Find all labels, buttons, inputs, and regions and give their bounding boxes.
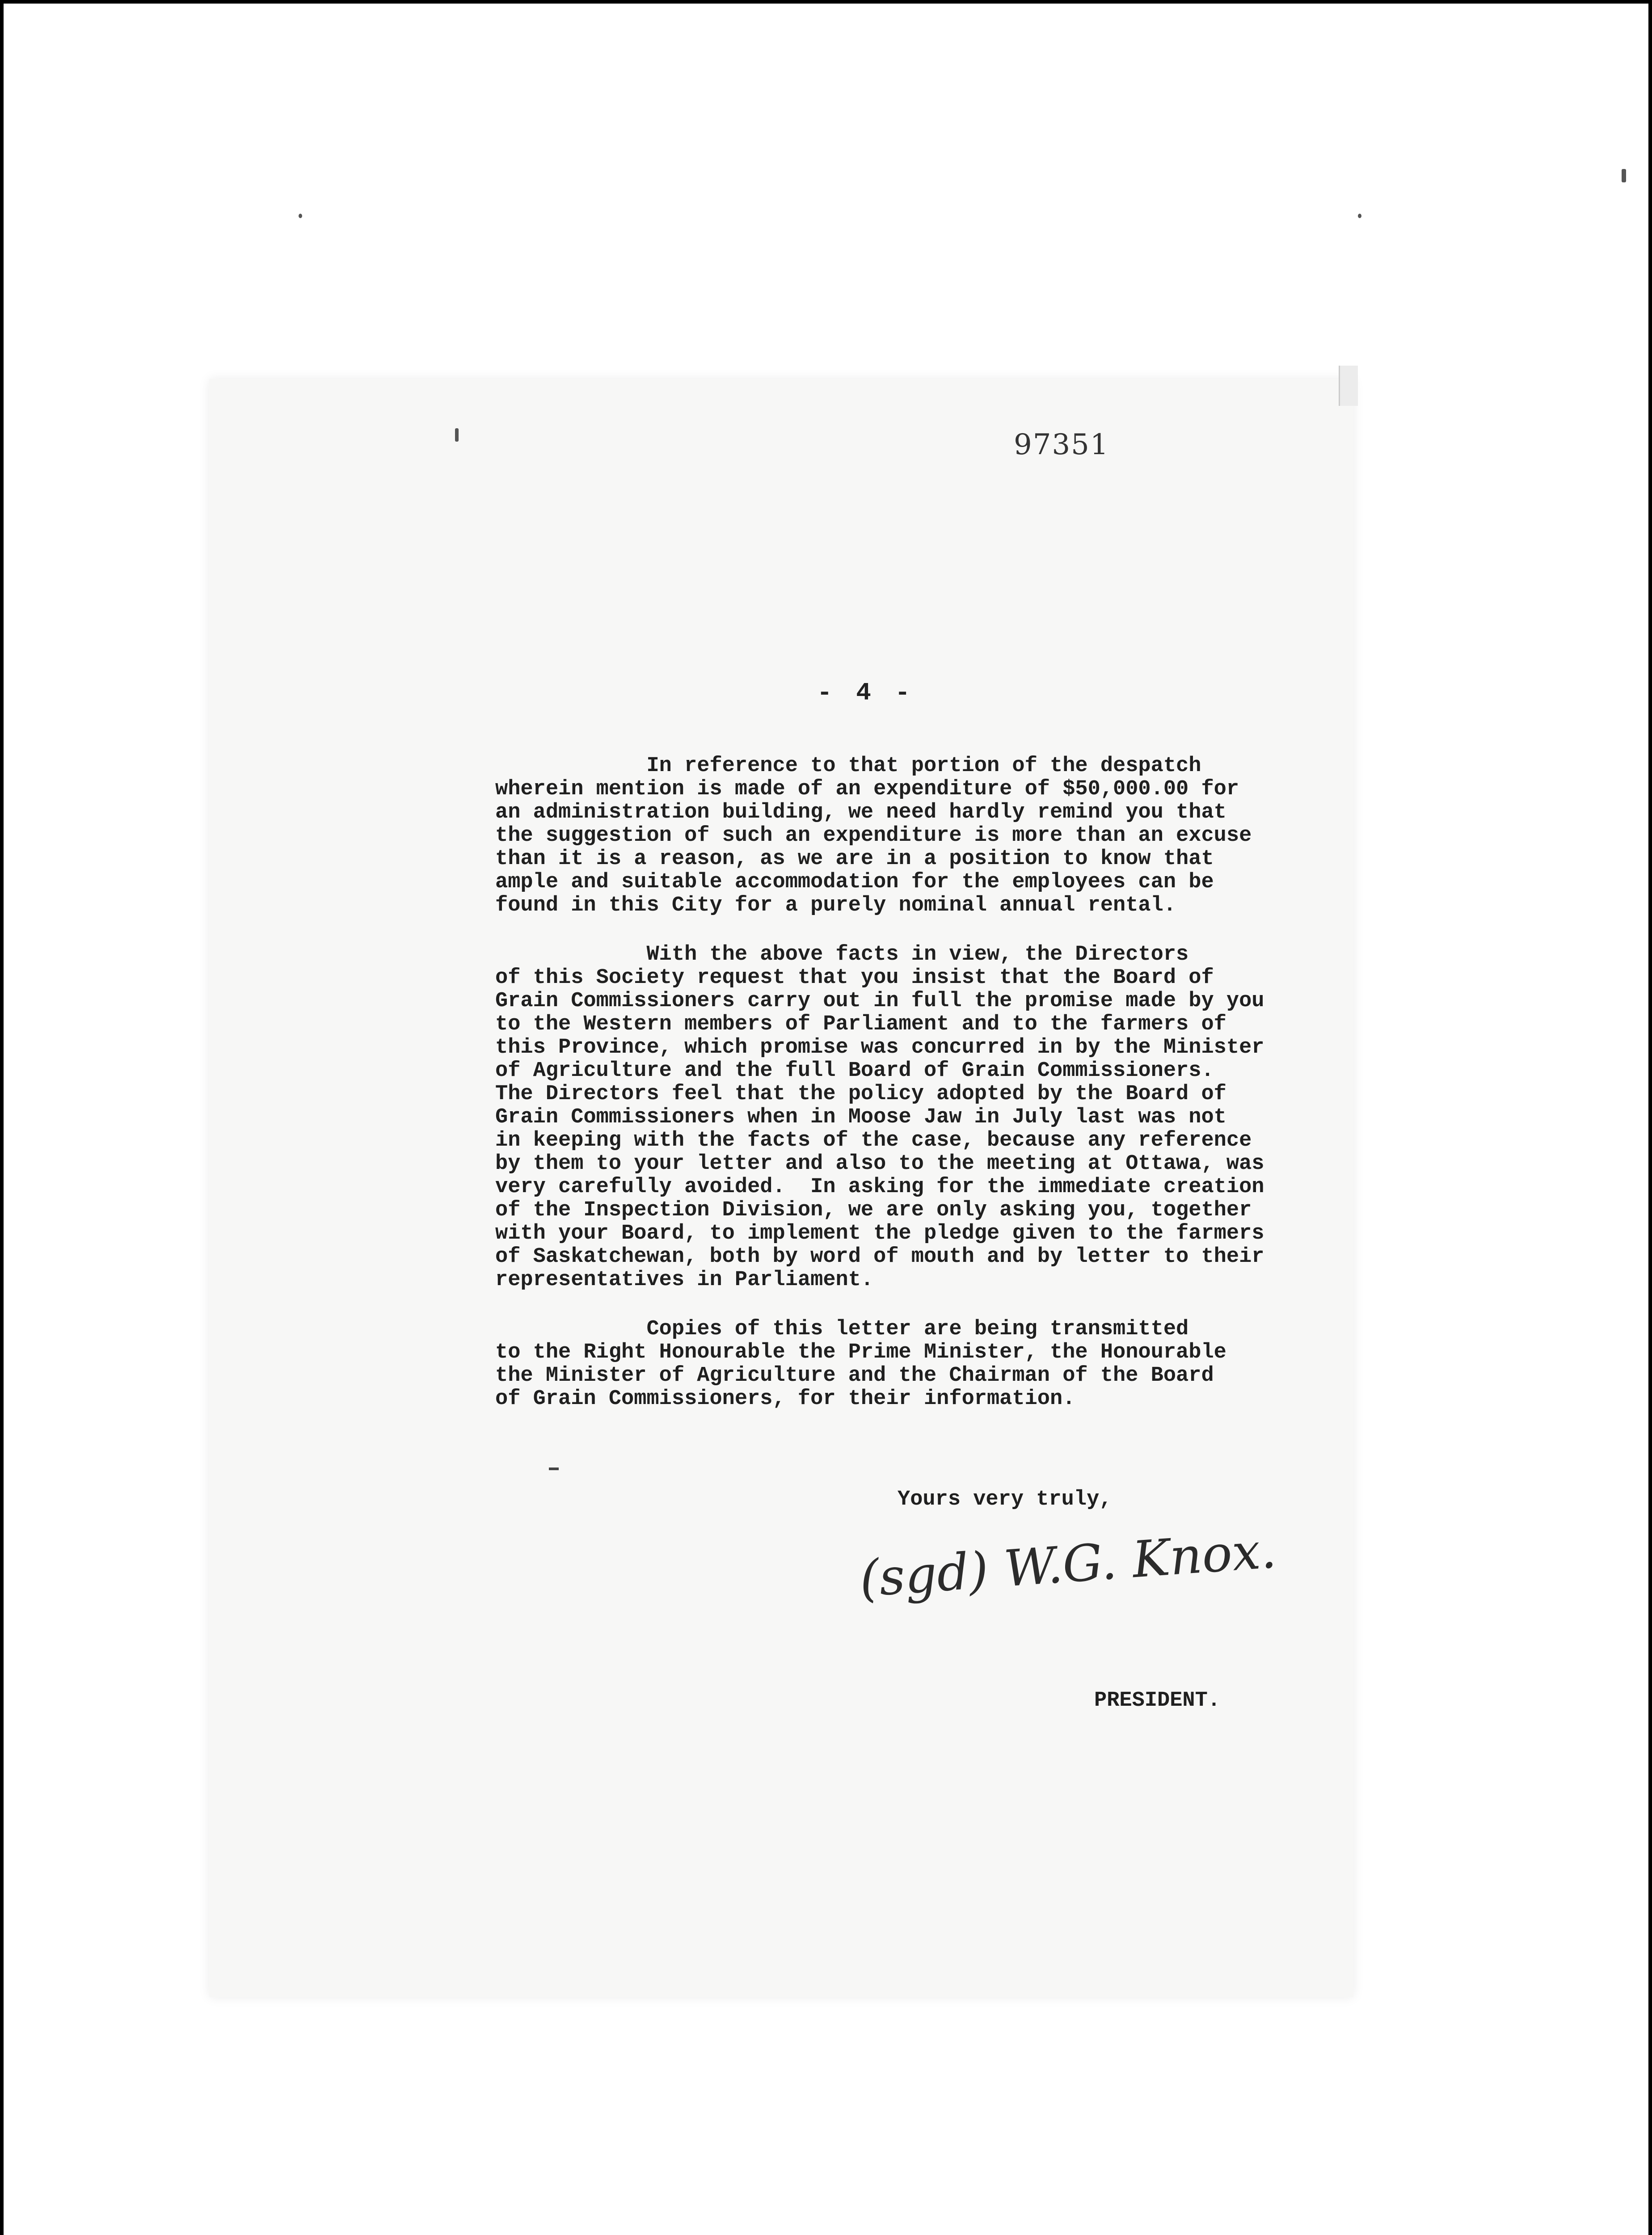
letter-closing: Yours very truly, <box>898 1488 1112 1511</box>
signatory-title: PRESIDENT. <box>1094 1689 1221 1712</box>
paragraph-accommodation: In reference to that portion of the despatch wherein mention is made of an expenditure of $50,000.00 for an administration building, we need hardly remind you that the suggestion of such an expenditure is more than an excuse than it is a reason, as we are in a position to know that ample and suitable accommodation for the employees can be found in this City for a purely nominal annual rental. <box>495 754 1252 917</box>
paragraph-request: With the above facts in view, the Directors of this Society request that you insist that the Board of Grain Commissioners carry out in full the promise made by you to the Western members of Parliament and to the farmers of this Province, which promise was concurred in by the Minister of Agriculture and the full Board of Grain Commissioners. The Directors feel that the policy adopted by the Board of Grain Commissioners when in Moose Jaw in July last was not in keeping with the facts of the case, because any reference by them to your letter and also to the meeting at Ottawa, was very carefully avoided. In asking for the immediate creation of the Inspection Division, we are only asking you, together with your Board, to implement the pledge given to the farmers of Saskatchewan, both by word of mouth and by letter to their representatives in Parliament. <box>495 943 1264 1292</box>
microfilm-frame <box>4 4 1648 2235</box>
page-tab <box>1339 366 1358 406</box>
film-speck <box>1622 169 1626 182</box>
document-number: 97351 <box>1014 428 1109 461</box>
film-speck <box>1358 214 1361 218</box>
paragraph-copies: Copies of this letter are being transmitted to the Right Honourable the Prime Minister, the Honourable the Minister of Agriculture and the Chairman of the Board of Grain Commissioners, for their information. <box>495 1317 1226 1411</box>
handwritten-signature: (sgd) W.G. Knox. <box>857 1521 1278 1608</box>
letter-body <box>495 755 1416 1437</box>
page-number-marker: - 4 - <box>817 679 915 707</box>
film-speck <box>455 428 459 442</box>
film-speck <box>299 214 302 218</box>
stray-mark <box>549 1468 559 1470</box>
